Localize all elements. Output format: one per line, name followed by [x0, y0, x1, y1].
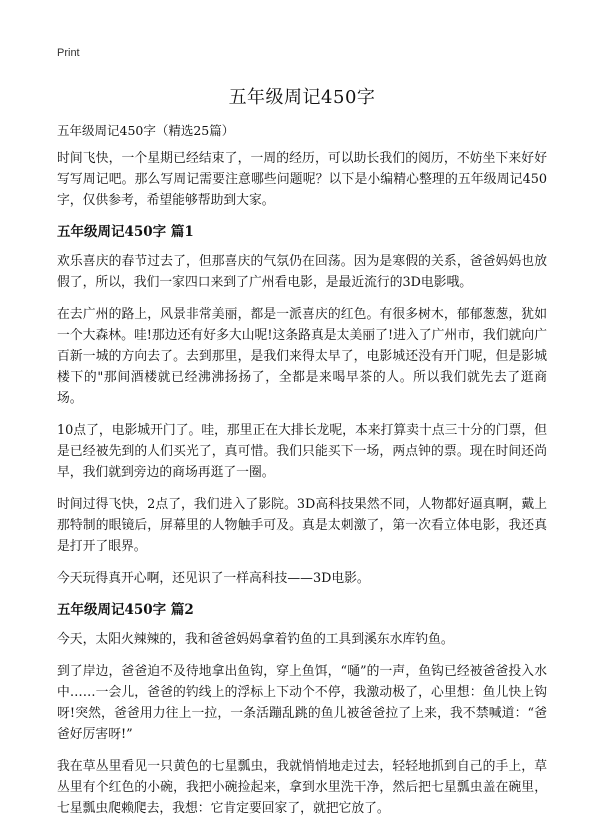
print-link[interactable]: Print	[57, 47, 80, 59]
section-1-paragraph: 今天玩得真开心啊，还见识了一样高科技——3D电影。	[57, 571, 370, 586]
section-1-paragraph: 欢乐喜庆的春节过去了，但那喜庆的气氛仍在回荡。因为是寒假的关系，爸爸妈妈也放假了，所以，我们一家四口来到了广州看电影，是最近流行的3D电影哦。	[57, 254, 547, 290]
section-2-paragraph: 到了岸边，爸爸迫不及待地拿出鱼钩，穿上鱼饵，“嗵”的一声，鱼钩已经被爸爸投入水中……一会儿，爸爸的钓线上的浮标上下动个不停，我激动极了，心里想：鱼儿快上钩呀!突然，爸爸用力往上一拉，一条活蹦乱跳的鱼儿被爸爸拉了上来，我不禁喊道：“爸爸好厉害呀!”	[57, 664, 547, 742]
page-title: 五年级周记450字	[228, 87, 376, 108]
section-1-paragraph: 在去广州的路上，风景非常美丽，都是一派喜庆的红色。有很多树木，郁郁葱葱，犹如一个大森林。哇!那边还有好多大山呢!这条路真是太美丽了!进入了广州市，我们就向广百新一城的方向去了。去到那里，是我们来得太早了，电影城还没有开门呢，但是影城楼下的"那间酒楼就已经沸沸扬扬了，全都是来喝早茶的人。所以我们就先去了逛商场。	[57, 307, 547, 406]
section-2-paragraph: 今天，太阳火辣辣的，我和爸爸妈妈拿着钓鱼的工具到溪东水库钓鱼。	[57, 632, 454, 647]
section-heading-2: 五年级周记450字 篇2	[57, 602, 194, 618]
section-1-paragraph: 时间过得飞快，2点了，我们进入了影院。3D高科技果然不同，人物都好逼真啊，戴上那特制的眼镜后，屏幕里的人物触手可及。真是太刺激了，第一次看立体电影，我还真是打开了眼界。	[57, 497, 547, 554]
section-1-paragraph: 10点了，电影城开门了。哇，那里正在大排长龙呢，本来打算卖十点三十分的门票，但是已经被先到的人们买光了，真可惜。我们只能买下一场，两点钟的票。现在时间还尚早，我们就到旁边的商场再逛了一圈。	[57, 423, 547, 480]
document-subtitle: 五年级周记450字（精选25篇）	[57, 123, 235, 138]
intro-paragraph: 时间飞快，一个星期已经结束了，一周的经历，可以助长我们的阅历，不妨坐下来好好写写周记吧。那么写周记需要注意哪些问题呢？以下是小编精心整理的五年级周记450字，仅供参考，希望能够帮助到大家。	[57, 151, 547, 208]
section-heading-1: 五年级周记450字 篇1	[57, 224, 194, 240]
section-2-paragraph: 我在草丛里看见一只黄色的七星瓢虫，我就悄悄地走过去，轻轻地抓到自己的手上，草丛里有个红色的小碗，我把小碗捡起来，拿到水里洗干净，然后把七星瓢虫盖在碗里，七星瓢虫爬赖爬去，我想：它肯定要回家了，就把它放了。	[57, 759, 547, 816]
document-body	[57, 148, 547, 830]
